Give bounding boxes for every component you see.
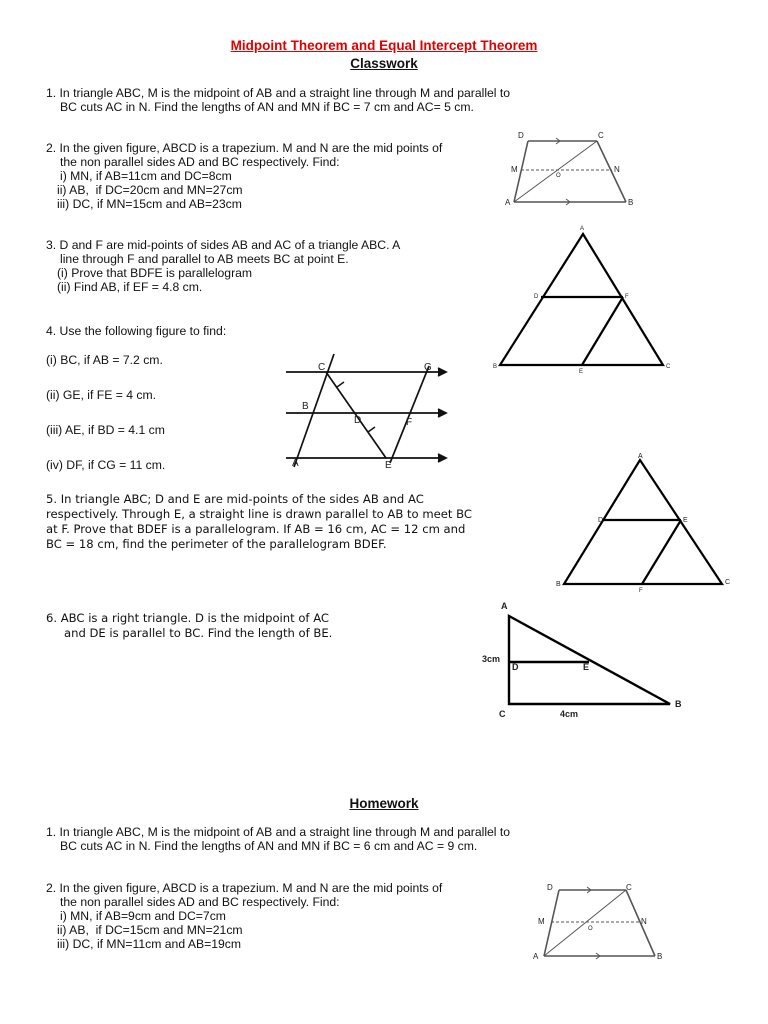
hw-q2-line1: 2. In the given figure, ABCD is a trapezium. M and N are the mid points of	[46, 881, 443, 895]
trapezium-figure-homework	[530, 878, 680, 964]
cw-q3-part-ii: (ii) Find AB, if EF = 4.8 cm.	[57, 280, 203, 294]
q4-label-d: D	[354, 415, 362, 426]
hw-q1-line1: 1. In triangle ABC, M is the midpoint of AB and a straight line through M and parallel to	[46, 825, 511, 839]
q5-label-d: D	[598, 517, 604, 524]
q6-label-b: B	[675, 699, 682, 709]
parallel-lines-figure-q4	[282, 350, 454, 472]
cw-q3-line2: line through F and parallel to AB meets BC at point E.	[60, 252, 349, 266]
q6-label-a: A	[501, 601, 508, 611]
q5-label-a: A	[638, 453, 643, 460]
cw-q6-line1: 6. ABC is a right triangle. D is the midpoint of AC	[46, 611, 330, 625]
q6-label-side-ac: 3cm	[482, 654, 501, 664]
cw-q2-line1: 2. In the given figure, ABCD is a trapezium. M and N are the mid points of	[46, 141, 443, 155]
fig-label-b: B	[628, 198, 634, 207]
hw-fig-label-m: M	[538, 917, 545, 926]
fig-label-m: M	[511, 165, 518, 174]
hw-fig-label-a: A	[533, 952, 539, 961]
q6-label-d: D	[512, 662, 519, 672]
triangle-figure-q3	[490, 222, 680, 374]
fig-label-o: O	[556, 173, 561, 179]
cw-q5-line4: BC = 18 cm, find the perimeter of the parallelogram BDEF.	[46, 537, 387, 551]
cw-q1-line2: BC cuts AC in N. Find the lengths of AN and MN if BC = 7 cm and AC= 5 cm.	[60, 100, 474, 114]
trapezium-figure-classwork	[500, 128, 650, 210]
fig-label-n: N	[614, 165, 620, 174]
q4-label-f: F	[406, 417, 413, 428]
q6-label-c: C	[499, 709, 506, 719]
hw-fig-label-d: D	[547, 883, 553, 892]
cw-q3-part-i: (i) Prove that BDFE is parallelogram	[57, 266, 253, 280]
hw-fig-label-o: O	[588, 926, 593, 932]
classwork-heading: Classwork	[350, 56, 418, 71]
q3-label-e: E	[579, 369, 584, 375]
q5-label-e: E	[683, 517, 688, 524]
fig-label-d: D	[518, 131, 524, 140]
cw-q2-part-iii: iii) DC, if MN=15cm and AB=23cm	[57, 197, 242, 211]
cw-q4-intro: 4. Use the following figure to find:	[46, 324, 227, 338]
q3-label-b: B	[493, 364, 498, 370]
hw-q1-line2: BC cuts AC in N. Find the lengths of AN and MN if BC = 6 cm and AC = 9 cm.	[60, 839, 478, 853]
hw-q2-line2: the non parallel sides AD and BC respectively. Find:	[60, 895, 340, 909]
cw-q4-part-i: (i) BC, if AB = 7.2 cm.	[46, 353, 163, 367]
hw-q2-part-i: i) MN, if AB=9cm and DC=7cm	[60, 909, 226, 923]
homework-heading: Homework	[349, 796, 419, 811]
cw-q5-line3: at F. Prove that BDEF is a parallelogram. If AB = 16 cm, AC = 12 cm and	[46, 522, 466, 536]
hw-fig-label-b: B	[657, 952, 663, 961]
cw-q5-line1: 5. In triangle ABC; D and E are mid-points of the sides AB and AC	[46, 492, 424, 506]
q3-label-f: F	[625, 294, 629, 300]
q5-label-b: B	[556, 581, 561, 588]
q3-label-a: A	[580, 226, 585, 232]
q6-label-side-cb: 4cm	[560, 709, 579, 719]
triangle-figure-q5	[552, 448, 742, 596]
q5-label-f: F	[639, 588, 643, 594]
cw-q1-line1: 1. In triangle ABC, M is the midpoint of AB and a straight line through M and parallel to	[46, 86, 511, 100]
cw-q5-line2: respectively. Through E, a straight line is drawn parallel to AB to meet BC	[46, 507, 472, 521]
q6-label-e: E	[583, 662, 590, 672]
cw-q2-part-ii: ii) AB, if DC=20cm and MN=27cm	[57, 183, 243, 197]
hw-fig-label-c: C	[626, 883, 632, 892]
fig-label-a: A	[505, 198, 511, 207]
cw-q4-part-iii: (iii) AE, if BD = 4.1 cm	[46, 423, 165, 437]
cw-q2-part-i: i) MN, if AB=11cm and DC=8cm	[60, 169, 232, 183]
hw-q2-part-ii: ii) AB, if DC=15cm and MN=21cm	[57, 923, 243, 937]
right-triangle-figure-q6	[478, 596, 698, 724]
hw-fig-label-n: N	[641, 917, 647, 926]
q3-label-c: C	[666, 364, 671, 370]
q4-label-a: A	[292, 458, 299, 469]
fig-label-c: C	[598, 131, 604, 140]
hw-q2-part-iii: iii) DC, if MN=11cm and AB=19cm	[57, 937, 242, 951]
q4-label-b: B	[302, 401, 309, 412]
cw-q2-line2: the non parallel sides AD and BC respectively. Find:	[60, 155, 340, 169]
q3-label-d: D	[534, 294, 539, 300]
q5-label-c: C	[725, 579, 731, 586]
q4-label-e: E	[385, 460, 392, 471]
q4-label-c: C	[318, 362, 326, 373]
cw-q4-part-iv: (iv) DF, if CG = 11 cm.	[46, 458, 166, 472]
q4-label-g: G	[424, 362, 432, 373]
page-title: Midpoint Theorem and Equal Intercept Theorem	[230, 38, 538, 53]
cw-q6-line2: and DE is parallel to BC. Find the length of BE.	[64, 626, 333, 640]
cw-q3-line1: 3. D and F are mid-points of sides AB and AC of a triangle ABC. A	[46, 238, 401, 252]
cw-q4-part-ii: (ii) GE, if FE = 4 cm.	[46, 388, 157, 402]
